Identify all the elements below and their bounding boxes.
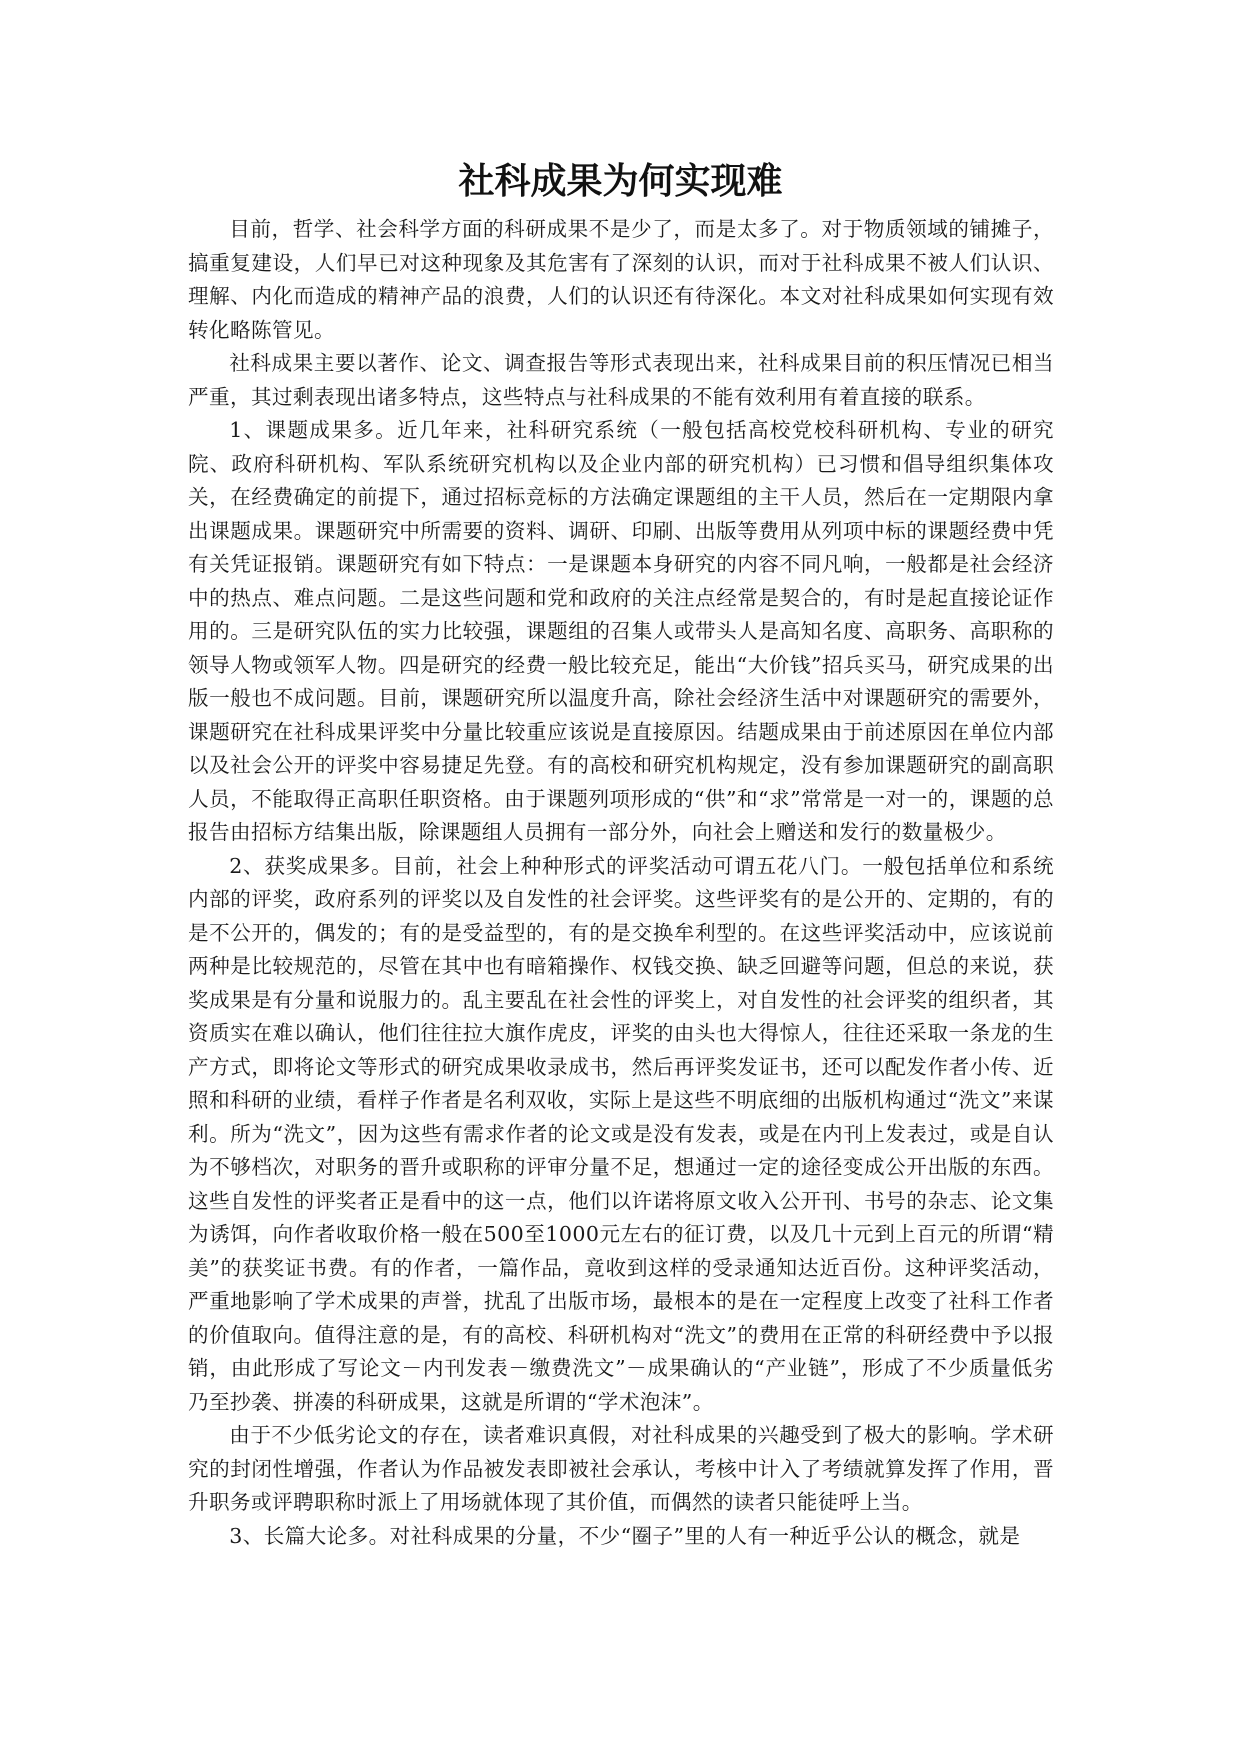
article-body [188, 213, 1054, 1553]
paragraph-reader-impact: 由于不少低劣论文的存在，读者难识真假，对社科成果的兴趣受到了极大的影响。学术研究的封闭性增强，作者认为作品被发表即被社会承认，考核中计入了考绩就算发挥了作用，晋升职务或评聘职称时派上了用场就体现了其价值，而偶然的读者只能徒呼上当。 [188, 1423, 1054, 1514]
paragraph-point-1: 1、课题成果多。近几年来，社科研究系统（一般包括高校党校科研机构、专业的研究院、政府科研机构、军队系统研究机构以及企业内部的研究机构）已习惯和倡导组织集体攻关，在经费确定的前提下，通过招标竞标的方法确定课题组的主干人员，然后在一定期限内拿出课题成果。课题研究中所需要的资料、调研、印刷、出版等费用从列项中标的课题经费中凭有关凭证报销。课题研究有如下特点：一是课题本身研究的内容不同凡响，一般都是社会经济中的热点、难点问题。二是这些问题和党和政府的关注点经常是契合的，有时是起直接论证作用的。三是研究队伍的实力比较强，课题组的召集人或带头人是高知名度、高职务、高职称的领导人物或领军人物。四是研究的经费一般比较充足，能出“大价钱”招兵买马，研究成果的出版一般也不成问题。目前，课题研究所以温度升高，除社会经济生活中对课题研究的需要外，课题研究在社科成果评奖中分量比较重应该说是直接原因。结题成果由于前述原因在单位内部以及社会公开的评奖中容易捷足先登。有的高校和研究机构规定，没有参加课题研究的副高职人员，不能取得正高职任职资格。由于课题列项形成的“供”和“求”常常是一对一的，课题的总报告由招标方结集出版，除课题组人员拥有一部分外，向社会上赠送和发行的数量极少。 [188, 418, 1054, 844]
paragraph-overview: 社科成果主要以著作、论文、调查报告等形式表现出来，社科成果目前的积压情况已相当严重，其过剩表现出诸多特点，这些特点与社科成果的不能有效利用有着直接的联系。 [188, 351, 1054, 409]
paragraph-intro: 目前，哲学、社会科学方面的科研成果不是少了，而是太多了。对于物质领域的铺摊子，搞重复建设，人们早已对这种现象及其危害有了深刻的认识，而对于社科成果不被人们认识、理解、内化而造成的精神产品的浪费，人们的认识还有待深化。本文对社科成果如何实现有效转化略陈管见。 [188, 217, 1054, 342]
page-title: 社科成果为何实现难 [458, 160, 783, 202]
paragraph-point-3: 3、长篇大论多。对社科成果的分量，不少“圈子”里的人有一种近乎公认的概念，就是 [229, 1523, 1021, 1548]
paragraph-point-2: 2、获奖成果多。目前，社会上种种形式的评奖活动可谓五花八门。一般包括单位和系统内部的评奖，政府系列的评奖以及自发性的社会评奖。这些评奖有的是公开的、定期的，有的是不公开的，偶发的；有的是受益型的，有的是交换牟利型的。在这些评奖活动中，应该说前两种是比较规范的，尽管在其中也有暗箱操作、权钱交换、缺乏回避等问题，但总的来说，获奖成果是有分量和说服力的。乱主要乱在社会性的评奖上，对自发性的社会评奖的组织者，其资质实在难以确认，他们往往拉大旗作虎皮，评奖的由头也大得惊人，往往还采取一条龙的生产方式，即将论文等形式的研究成果收录成书，然后再评奖发证书，还可以配发作者小传、近照和科研的业绩，看样子作者是名利双收，实际上是这些不明底细的出版机构通过“洗文”来谋利。所为“洗文”，因为这些有需求作者的论文或是没有发表，或是在内刊上发表过，或是自认为不够档次，对职务的晋升或职称的评审分量不足，想通过一定的途径变成公开出版的东西。这些自发性的评奖者正是看中的这一点，他们以许诺将原文收入公开刊、书号的杂志、论文集为诱饵，向作者收取价格一般在500至1000元左右的征订费，以及几十元到上百元的所谓“精美”的获奖证书费。有的作者，一篇作品，竟收到这样的受录通知达近百份。这种评奖活动，严重地影响了学术成果的声誉，扰乱了出版市场，最根本的是在一定程度上改变了社科工作者的价值取向。值得注意的是，有的高校、科研机构对“洗文”的费用在正常的科研经费中予以报销，由此形成了写论文－内刊发表－缴费洗文”－成果确认的“产业链”，形成了不少质量低劣乃至抄袭、拼凑的科研成果，这就是所谓的“学术泡沫”。 [188, 853, 1054, 1414]
